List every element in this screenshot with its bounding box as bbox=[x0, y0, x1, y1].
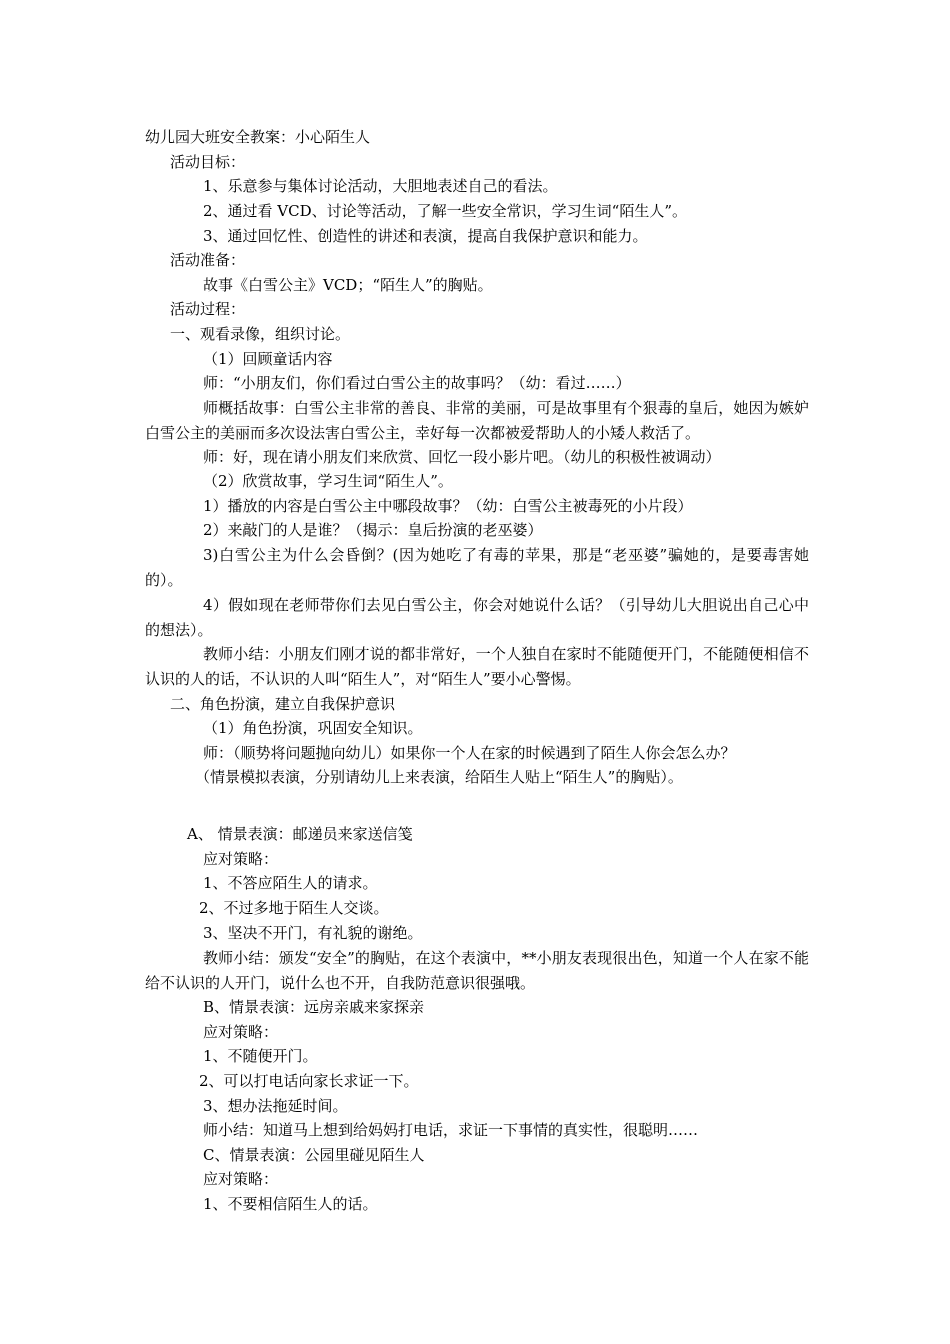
part2-note: （情景模拟表演，分别请幼儿上来表演，给陌生人贴上“陌生人”的胸贴）。 bbox=[195, 768, 683, 786]
scene-a-title: A、 情景表演：邮递员来家送信笺 bbox=[187, 825, 413, 843]
scene-a-strategy: 3、坚决不开门，有礼貌的谢绝。 bbox=[203, 924, 423, 942]
scene-a-conclusion: 教师小结：颁发“安全”的胸贴，在这个表演中，**小朋友表现很出色，知道一个人在家不能给不认识的人开门，说什么也不开，自我防范意识很强哦。 bbox=[145, 949, 809, 992]
teacher-question: 师：“小朋友们，你们看过白雪公主的故事吗？（幼：看过……） bbox=[203, 374, 631, 392]
part1-sub1: （1）回顾童话内容 bbox=[203, 350, 333, 368]
prep-text: 故事《白雪公主》VCD；“陌生人”的胸贴。 bbox=[203, 276, 493, 294]
part1-conclusion: 教师小结：小朋友们刚才说的都非常好，一个人独自在家时不能随便开门，不能随便相信不认识的人的话，不认识的人叫“陌生人”，对“陌生人”要小心警惕。 bbox=[145, 645, 809, 688]
process-heading: 活动过程： bbox=[170, 300, 246, 318]
document-title: 幼儿园大班安全教案：小心陌生人 bbox=[145, 128, 371, 146]
scene-a-strategy: 1、不答应陌生人的请求。 bbox=[203, 874, 378, 892]
question-3: 3)白雪公主为什么会昏倒？(因为她吃了有毒的苹果，那是“老巫婆”骗她的，是要毒害她的）。 bbox=[145, 546, 809, 589]
scene-b-strategy: 3、想办法拖延时间。 bbox=[203, 1097, 348, 1115]
scene-b-title: B、情景表演：远房亲戚来家探亲 bbox=[203, 998, 425, 1016]
question-4: 4）假如现在老师带你们去见白雪公主，你会对她说什么话？（引导幼儿大胆说出自己心中的想法）。 bbox=[145, 596, 809, 639]
scene-b-strategy-heading: 应对策略： bbox=[203, 1023, 279, 1041]
teacher-invite: 师：好，现在请小朋友们来欣赏、回忆一段小影片吧。（幼儿的积极性被调动） bbox=[203, 448, 721, 466]
scene-a-strategy-heading: 应对策略： bbox=[203, 850, 279, 868]
question-2: 2）来敲门的人是谁？（揭示：皇后扮演的老巫婆） bbox=[203, 521, 543, 539]
part2-heading: 二、角色扮演，建立自我保护意识 bbox=[170, 695, 396, 713]
part2-sub1: （1）角色扮演，巩固安全知识。 bbox=[203, 719, 423, 737]
scene-b-strategy: 2、可以打电话向家长求证一下。 bbox=[199, 1072, 419, 1090]
scene-a-strategy: 2、不过多地于陌生人交谈。 bbox=[199, 899, 389, 917]
goals-heading: 活动目标： bbox=[170, 153, 246, 171]
scene-b-conclusion: 师小结：知道马上想到给妈妈打电话，求证一下事情的真实性，很聪明…… bbox=[203, 1121, 699, 1139]
question-1: 1）播放的内容是白雪公主中哪段故事？（幼：白雪公主被毒死的小片段） bbox=[203, 497, 693, 515]
goal-item: 1、乐意参与集体讨论活动，大胆地表述自己的看法。 bbox=[203, 177, 558, 195]
part2-teacher-question: 师：（顺势将问题抛向幼儿）如果你一个人在家的时候遇到了陌生人你会怎么办？ bbox=[203, 744, 736, 762]
scene-c-strategy-heading: 应对策略： bbox=[203, 1170, 279, 1188]
story-summary: 师概括故事：白雪公主非常的善良、非常的美丽，可是故事里有个狠毒的皇后，她因为嫉妒白雪公主的美丽而多次设法害白雪公主，幸好每一次都被爱帮助人的小矮人救活了。 bbox=[145, 399, 809, 442]
prep-heading: 活动准备： bbox=[170, 251, 246, 269]
part1-heading: 一、观看录像，组织讨论。 bbox=[170, 325, 351, 343]
scene-c-strategy: 1、不要相信陌生人的话。 bbox=[203, 1195, 378, 1213]
goal-item: 3、通过回忆性、创造性的讲述和表演，提高自我保护意识和能力。 bbox=[203, 227, 648, 245]
goal-item: 2、通过看 VCD、讨论等活动，了解一些安全常识，学习生词“陌生人”。 bbox=[203, 202, 687, 220]
scene-b-strategy: 1、不随便开门。 bbox=[203, 1047, 318, 1065]
part1-sub2: （2）欣赏故事，学习生词“陌生人”。 bbox=[203, 472, 453, 490]
scene-c-title: C、情景表演：公园里碰见陌生人 bbox=[203, 1146, 425, 1164]
